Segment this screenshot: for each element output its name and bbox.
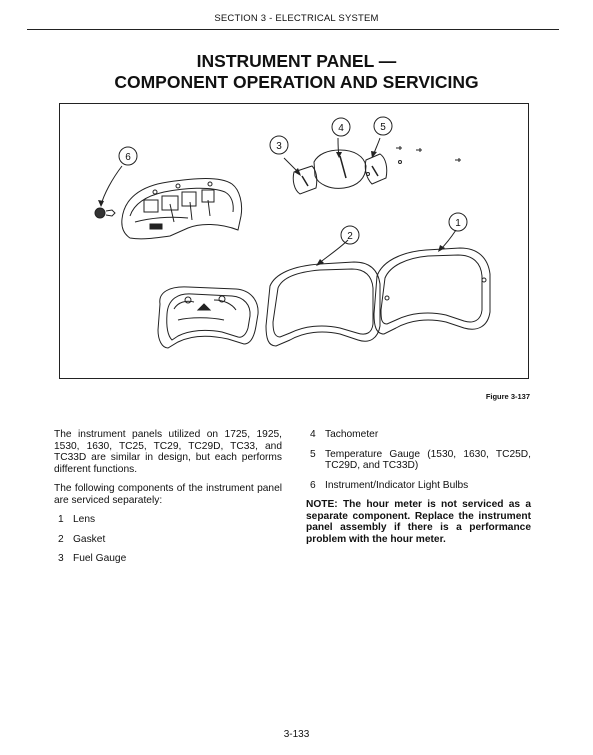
right-column (306, 429, 531, 553)
list-item-number: 6 (310, 479, 316, 491)
leader-6 (101, 166, 122, 205)
figure-caption: Figure 3-137 (485, 392, 530, 401)
list-item-label: Instrument/Indicator Light Bulbs (325, 479, 469, 491)
lens (374, 248, 490, 334)
page-title (0, 51, 593, 93)
page-number: 3-133 (283, 729, 310, 740)
components-intro-paragraph: The following components of the instrument panel are serviced separately: (54, 483, 282, 506)
list-item-label: Lens (73, 514, 96, 525)
list-item (306, 429, 531, 441)
callout-3-label: 3 (276, 141, 282, 152)
light-bulb (95, 208, 115, 218)
callout-1-label: 1 (455, 218, 461, 229)
callout-6-label: 6 (125, 152, 131, 163)
title-line-2: COMPONENT OPERATION AND SERVICING (114, 72, 479, 92)
gasket (266, 262, 380, 346)
callout-2-label: 2 (347, 231, 353, 242)
callout-5-label: 5 (380, 122, 386, 133)
list-item-number: 1 (58, 514, 64, 525)
screw (455, 158, 461, 162)
intro-paragraph: The instrument panels utilized on 1725, 1925, 1530, 1630, TC25, TC29, TC29D, TC33, and TC33D are similar in design, but each performs different functions. (54, 429, 282, 475)
list-item (306, 480, 531, 492)
instrument-panel-exploded-view (60, 104, 530, 380)
screw (396, 146, 402, 150)
instrument-panel-housing (122, 179, 242, 239)
list-item (54, 514, 282, 526)
temperature-gauge (365, 154, 387, 184)
list-item-label: Fuel Gauge (73, 553, 127, 564)
list-item-label: Tachometer (325, 429, 379, 440)
callout-4-label: 4 (338, 123, 344, 134)
left-column (54, 429, 282, 573)
list-item-number: 4 (310, 429, 316, 440)
header-divider (27, 29, 559, 30)
leader-2 (318, 240, 348, 264)
list-item (54, 534, 282, 546)
section-header: SECTION 3 - ELECTRICAL SYSTEM (214, 13, 379, 24)
title-line-1: INSTRUMENT PANEL — (196, 51, 397, 71)
screw (416, 148, 422, 152)
note-paragraph: NOTE: The hour meter is not serviced as a separate component. Replace the instrument panel assembly if there is a performance problem with the hour meter. (306, 499, 531, 545)
list-item-label: Temperature Gauge (1530, 1630, TC25D, TC29D, and TC33D) (325, 448, 531, 471)
figure-illustration (59, 103, 529, 379)
list-item-number: 3 (58, 553, 64, 564)
list-item-label: Gasket (73, 533, 106, 545)
list-item-number: 2 (58, 533, 64, 545)
list-item (54, 553, 282, 565)
list-item-number: 5 (310, 448, 316, 460)
instrument-bezel (158, 287, 258, 348)
list-item (306, 449, 531, 472)
